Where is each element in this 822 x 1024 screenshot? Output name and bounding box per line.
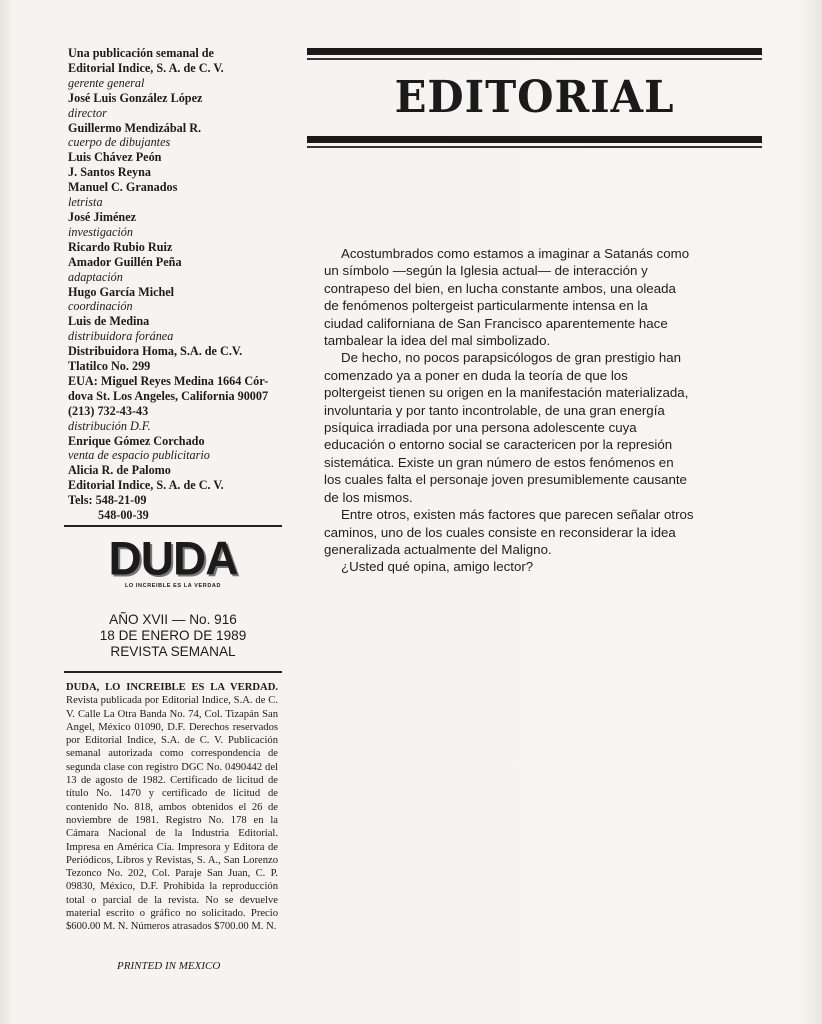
editorial-line: sistemática. Existe un gran número de estos fenómenos en [324, 454, 674, 470]
credit-name: Editorial Indice, S. A. de C. V. [68, 478, 224, 493]
editorial-line: tambalear la idea del mal simbolizado. [324, 333, 551, 349]
credit-name: dova St. Los Angeles, California 90007 [68, 388, 269, 403]
issue-frequency: REVISTA SEMANAL [110, 644, 236, 659]
printed-in-mexico: PRINTED IN MEXICO [117, 960, 221, 972]
editorial-line: de los mismos. [324, 489, 413, 505]
credit-role: cuerpo de dibujantes [68, 135, 171, 150]
credit-role: coordinación [68, 299, 133, 314]
credit-name: 548-00-39 [98, 508, 149, 523]
divider-rule [64, 525, 282, 527]
editorial-line: ciudad californiana de San Francisco aparentemente hace [324, 315, 668, 331]
editorial-line: generalizada actualmente del Maligno. [324, 541, 552, 557]
editorial-line: involuntaria y por tanto incontrolable, de una gran energía [324, 402, 665, 418]
credit-role: adaptación [68, 269, 123, 284]
editorial-line: poltergeist tienen su origen en la manifestación materializada, [324, 385, 689, 401]
editorial-line: Entre otros, existen más factores que parecen señalar otros [341, 507, 694, 523]
credit-role: gerente general [68, 75, 145, 90]
credits-list [68, 46, 284, 523]
credit-role: investigación [68, 224, 133, 239]
credit-name: Tels: 548-21-09 [68, 493, 147, 508]
editorial-paragraph [324, 349, 714, 506]
credit-name: Manuel C. Granados [68, 180, 178, 195]
masthead-credits [68, 46, 284, 523]
editorial-line: de fenómenos poltergeist particularmente intensa en la [324, 298, 648, 314]
divider-rule [64, 671, 282, 673]
credit-name: José Luis González López [68, 90, 203, 105]
credit-name: Luis Chávez Peón [68, 150, 162, 165]
issue-info [64, 612, 282, 660]
credit-name: Guillermo Mendizábal R. [68, 120, 202, 135]
editorial-paragraph [324, 506, 714, 558]
credit-name: José Jiménez [68, 209, 137, 224]
credit-name: Alicia R. de Palomo [68, 463, 171, 478]
legal-heading: DUDA, LO INCREIBLE ES LA VERDAD. [66, 682, 278, 693]
editorial-line: caminos, uno de los cuales consiste en reconsiderar la idea [324, 524, 676, 540]
credit-name: J. Santos Reyna [68, 165, 151, 180]
credit-role: director [68, 105, 107, 120]
editorial-paragraph [324, 245, 714, 349]
editorial-line: De hecho, no pocos parapsicólogos de gran prestigio han [341, 350, 682, 366]
logo-tagline: LO INCREIBLE ES LA VERDAD [124, 583, 222, 589]
credit-name: Amador Guillén Peña [68, 254, 182, 269]
credit-name: EUA: Miguel Reyes Medina 1664 Cór- [68, 373, 269, 388]
duda-logo [64, 531, 282, 589]
credit-name: Ricardo Rubio Ruiz [68, 239, 173, 254]
editorial-line: los cuales falta el personaje joven presumiblemente causante [324, 472, 687, 488]
credit-role: distribución D.F. [68, 418, 151, 433]
title-bar-top [307, 48, 762, 55]
title-bar-bottom [307, 136, 762, 143]
editorial-line: contrapeso del bien, en lucha constante ambos, una oleada [324, 280, 676, 296]
editorial-paragraph [324, 558, 714, 575]
credit-name: Luis de Medina [68, 314, 150, 329]
credit-name: Editorial Indice, S. A. de C. V. [68, 60, 224, 75]
credit-name: (213) 732-43-43 [68, 403, 149, 418]
credit-role: distribuidora foránea [68, 329, 174, 344]
legal-notice [66, 681, 278, 934]
credit-name: Hugo García Michel [68, 284, 175, 299]
credit-role: venta de espacio publicitario [68, 448, 210, 463]
title-bar-bottom-thin [307, 146, 762, 148]
issue-number: AÑO XVII — No. 916 [109, 612, 237, 627]
credit-name: Distribuidora Homa, S.A. de C.V. [68, 344, 243, 359]
editorial-line: un símbolo —según la Iglesia actual— de interacción y [324, 263, 648, 279]
credit-name: Enrique Gómez Corchado [68, 433, 205, 448]
issue-date: 18 DE ENERO DE 1989 [99, 628, 247, 643]
editorial-body [324, 245, 714, 576]
legal-body: Revista publicada por Editorial Indice, S.A. de C. V. Calle La Otra Banda No. 74, Col. Tizapán San Angel, México 01090, D.F. Derechos reservados por Editorial Indice, S.A. de C. V. Publicación semanal autorizada como correspondencia de segunda clase con registro DGC No. 0490442 del 13 de agosto de 1982. Certificado de licitud de título No. 1470 y certificado de licitud de contenido No. 818, ambos obtenidos el 26 de noviembre de 1981. Registro No. 178 en la Cámara Nacional de la Industria Editorial. Impresa en América Cía. Impresora y Editora de Periódicos, Libros y Revistas, S. A., San Lorenzo Tezonco No. 202, Col. Paraje San Juan, C. P. 09830, México, D.F. Prohibida la reproducción total o parcial de la revista. No se devuelve material escrito o gráfico no solicitado. Precio $600.00 M. N. Números atrasados $700.00 M. N. [66, 695, 278, 933]
credit-role: letrista [68, 195, 103, 210]
credit-name: Tlatilco No. 299 [68, 359, 151, 374]
credit-name: Una publicación semanal de [68, 46, 214, 60]
logo-wordmark: DUDA [108, 531, 238, 585]
editorial-line: psíquica irradiada por una persona adolescente cuya [324, 420, 637, 436]
editorial-line: educación o entorno social se caractericen por la represión [324, 437, 673, 453]
editorial-title: EDITORIAL [394, 72, 675, 123]
editorial-line: Acostumbrados como estamos a imaginar a Satanás como [341, 246, 690, 261]
title-bar-top-thin [307, 58, 762, 60]
editorial-line: ¿Usted qué opina, amigo lector? [341, 559, 534, 575]
editorial-line: comenzado ya a poner en duda la teoría de que los [324, 367, 628, 383]
